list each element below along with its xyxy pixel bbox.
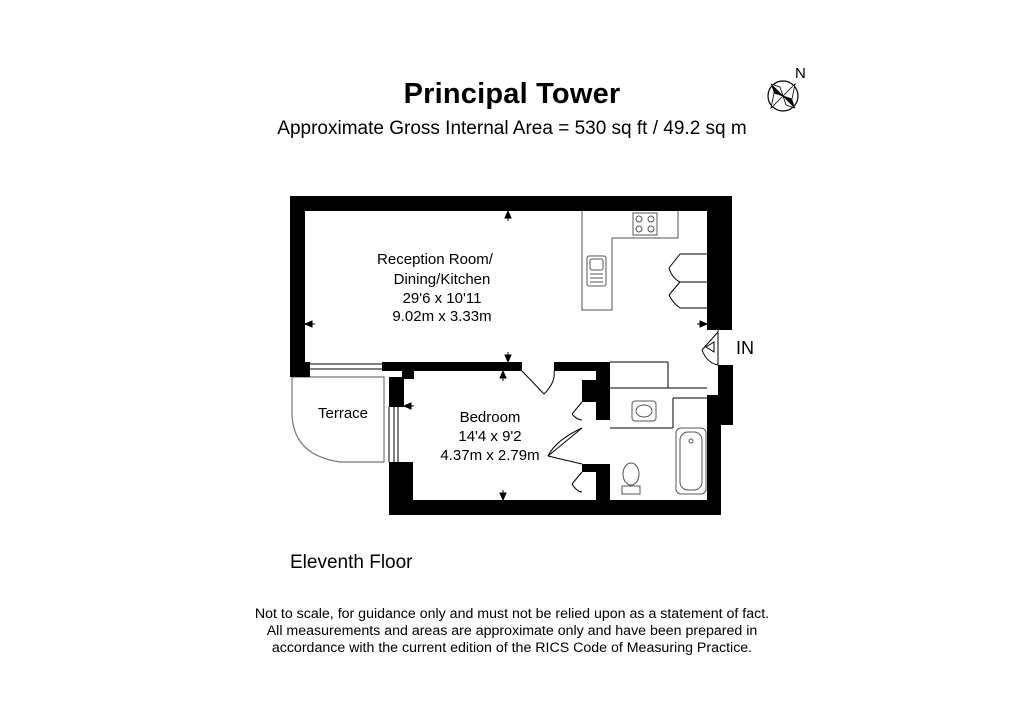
terrace-name: Terrace [317,405,369,422]
disclaimer-line-2: All measurements and areas are approximate only and have been prepared in [266,623,758,639]
disclaimer-line-1: Not to scale, for guidance only and must not be relied upon as a statement of fact. [254,606,770,622]
entrance-door [702,332,718,365]
reception-name-line1: Reception Room/ [377,251,493,268]
bedroom-name: Bedroom [459,409,521,426]
compass-north-label: N [795,65,806,82]
entrance-label: IN [736,338,754,358]
cupboard-doors [669,254,707,308]
compass-rose-icon [768,81,798,111]
disclaimer [0,606,1024,657]
bedroom-imperial: 14'4 x 9'2 [458,428,522,445]
bathroom-door [548,428,582,464]
property-title: Principal Tower [403,78,621,110]
reception-metric: 9.02m x 3.33m [392,308,492,325]
floor-label: Eleventh Floor [290,552,413,573]
bedroom-metric: 4.37m x 2.79m [440,447,540,464]
reception-name-line2: Dining/Kitchen [393,271,491,288]
disclaimer-line-3: accordance with the current edition of the RICS Code of Measuring Practice. [271,640,753,656]
internal-partitions [610,330,718,428]
exterior-walls [290,196,733,515]
gross-area-subtitle: Approximate Gross Internal Area = 530 sq ft / 49.2 sq m [277,118,747,139]
wardrobe-doors [572,402,582,492]
bathroom-fixtures [622,401,706,494]
kitchen-units [582,211,678,310]
bedroom-door [522,371,554,394]
reception-imperial: 29'6 x 10'11 [402,290,482,307]
